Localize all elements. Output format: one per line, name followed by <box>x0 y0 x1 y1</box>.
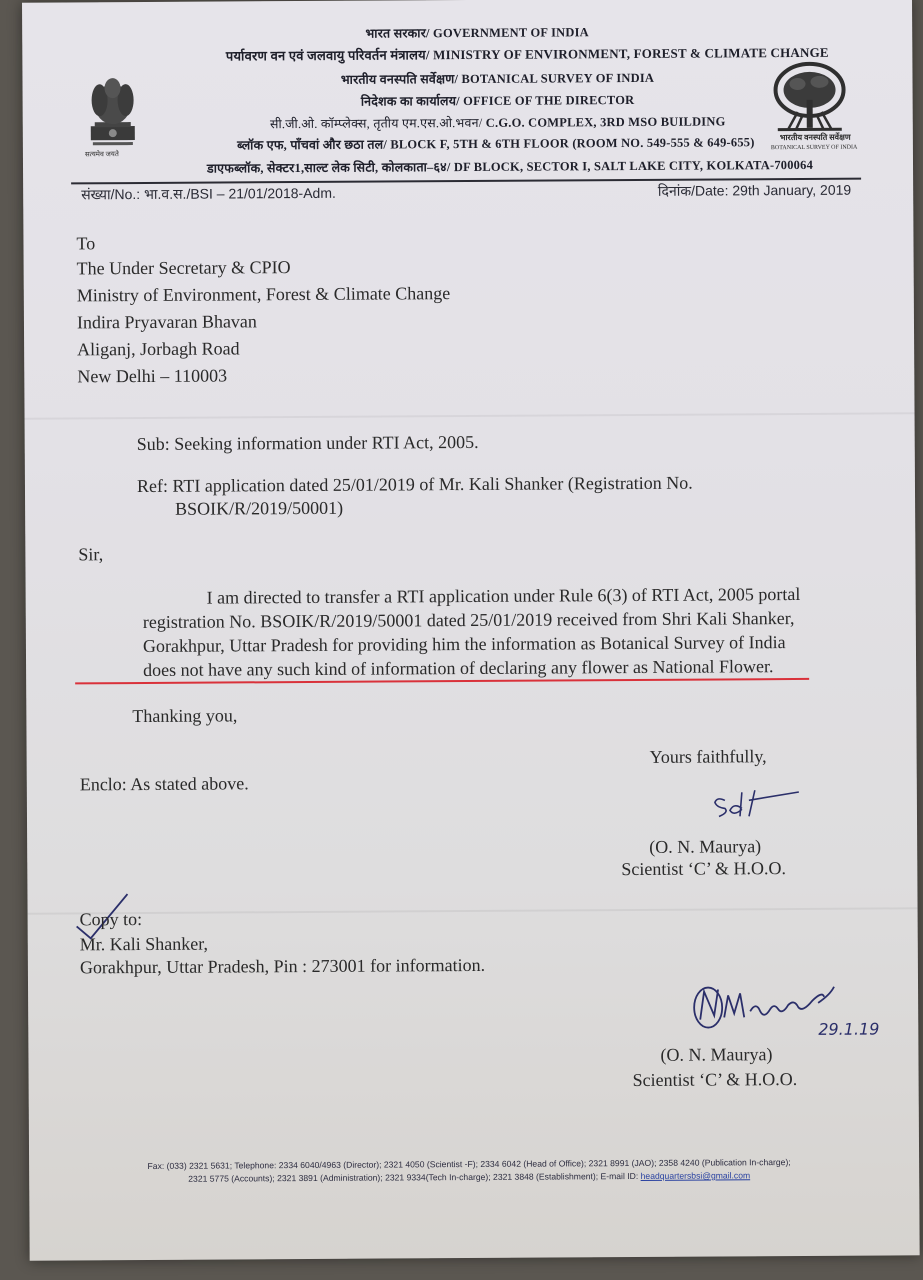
letterhead-complex: सी.जी.ओ. कॉम्प्लेक्स, तृतीय एम.एस.ओ.भवन/ C.G.O. COMPLEX, 3RD MSO BUILDING <box>269 114 726 132</box>
paper-fold <box>25 412 915 419</box>
footer-line: 2321 5775 (Accounts); 2321 3891 (Administration); 2321 9334(Tech In-charge); 2321 3848 (Establishment); E-mail ID: headquartersbsi@gmail.com <box>188 1170 751 1184</box>
letterhead-office: निदेशक का कार्यालय/ OFFICE OF THE DIRECTOR <box>360 92 635 109</box>
svg-text:29.1.19: 29.1.19 <box>818 1019 880 1039</box>
letterhead-bsi: भारतीय वनस्पति सर्वेक्षण/ BOTANICAL SURVEY OF INDIA <box>340 70 655 87</box>
handwritten-sd-mark <box>697 778 807 829</box>
copy-to-line: Mr. Kali Shanker, <box>79 933 209 955</box>
body-line: registration No. BSOIK/R/2019/50001 dated 25/01/2019 received from Shri Kali Shanker, <box>142 608 795 632</box>
letterhead-government: भारत सरकार/ GOVERNMENT OF INDIA <box>365 25 589 41</box>
letter-date: दिनांक/Date: 29th January, 2019 <box>657 181 852 199</box>
letterhead-address: डाएफब्लॉक, सेक्टर1,साल्ट लेक सिटी, कोलकाता–६४/ DF BLOCK, SECTOR I, SALT LAKE CITY, KOLKATA-700064 <box>206 157 814 176</box>
body-paragraph <box>79 582 820 683</box>
reference-line-cont: BSOIK/R/2019/50001) <box>175 497 344 519</box>
address-line: New Delhi – 110003 <box>77 365 228 387</box>
copy-to-line: Gorakhpur, Uttar Pradesh, Pin : 273001 for information. <box>79 954 486 978</box>
signatory-name: (O. N. Maurya) <box>649 836 762 857</box>
emblem-caption: सत्यमेव जयते <box>84 150 119 159</box>
address-line: To <box>76 233 96 254</box>
salutation: Sir, <box>78 544 104 565</box>
bsi-logo-caption-hindi: भारतीय वनस्पति सर्वेक्षण <box>779 132 851 143</box>
letter-page <box>22 0 920 1261</box>
subject-line: Sub: Seeking information under RTI Act, 2005. <box>136 431 479 455</box>
address-line: The Under Secretary & CPIO <box>76 257 291 279</box>
footer-email-link[interactable]: headquartersbsi@gmail.com <box>640 1170 751 1181</box>
bsi-logo-caption: BOTANICAL SURVEY OF INDIA <box>770 144 858 152</box>
signatory2-title: Scientist ‘C’ & H.O.O. <box>632 1069 798 1091</box>
letterhead-ministry: पर्यावरण वन एवं जलवायु परिवर्तन मंत्रालय/ MINISTRY OF ENVIRONMENT, FOREST & CLIMATE CHANGE <box>225 44 829 64</box>
enclosure-line: Enclo: As stated above. <box>79 773 249 795</box>
address-line: Ministry of Environment, Forest & Climate Change <box>76 283 451 306</box>
address-line: Aliganj, Jorbagh Road <box>77 338 240 360</box>
reference-line: Ref: RTI application dated 25/01/2019 of Mr. Kali Shanker (Registration No. <box>136 472 693 497</box>
body-line: Gorakhpur, Uttar Pradesh for providing him the information as Botanical Survey of India <box>142 632 786 656</box>
letter-footer <box>74 1156 864 1187</box>
handwritten-signature <box>668 972 908 1048</box>
address-line: Indira Pryavaran Bhavan <box>76 311 257 333</box>
paper-fold <box>28 907 918 914</box>
body-line: I am directed to transfer a RTI application under Rule 6(3) of RTI Act, 2005 portal <box>206 583 801 608</box>
reference-number: संख्या/No.: भा.व.स./BSI – 21/01/2018-Adm. <box>81 184 336 203</box>
footer-line: Fax: (033) 2321 5631; Telephone: 2334 6040/4963 (Director); 2321 4050 (Scientist -F); 2334 6042 (Head of Office); 2321 8991 (JAO); 2358 4240 (Publication In-charge); <box>147 1157 791 1171</box>
signatory-title: Scientist ‘C’ & H.O.O. <box>621 858 787 880</box>
closing-line: Yours faithfully, <box>649 746 767 767</box>
signatory2-name: (O. N. Maurya) <box>660 1044 773 1065</box>
letterhead-block: ब्लॉक एफ, पाँचवां और छठा तल/ BLOCK F, 5TH & 6TH FLOOR (ROOM NO. 549-555 & 649-655) <box>237 135 755 153</box>
copy-to-heading: Copy to: <box>79 909 143 930</box>
thanking-line: Thanking you, <box>132 705 238 727</box>
body-line-highlighted: does not have any such kind of information of declaring any flower as National Flower. <box>143 656 774 680</box>
